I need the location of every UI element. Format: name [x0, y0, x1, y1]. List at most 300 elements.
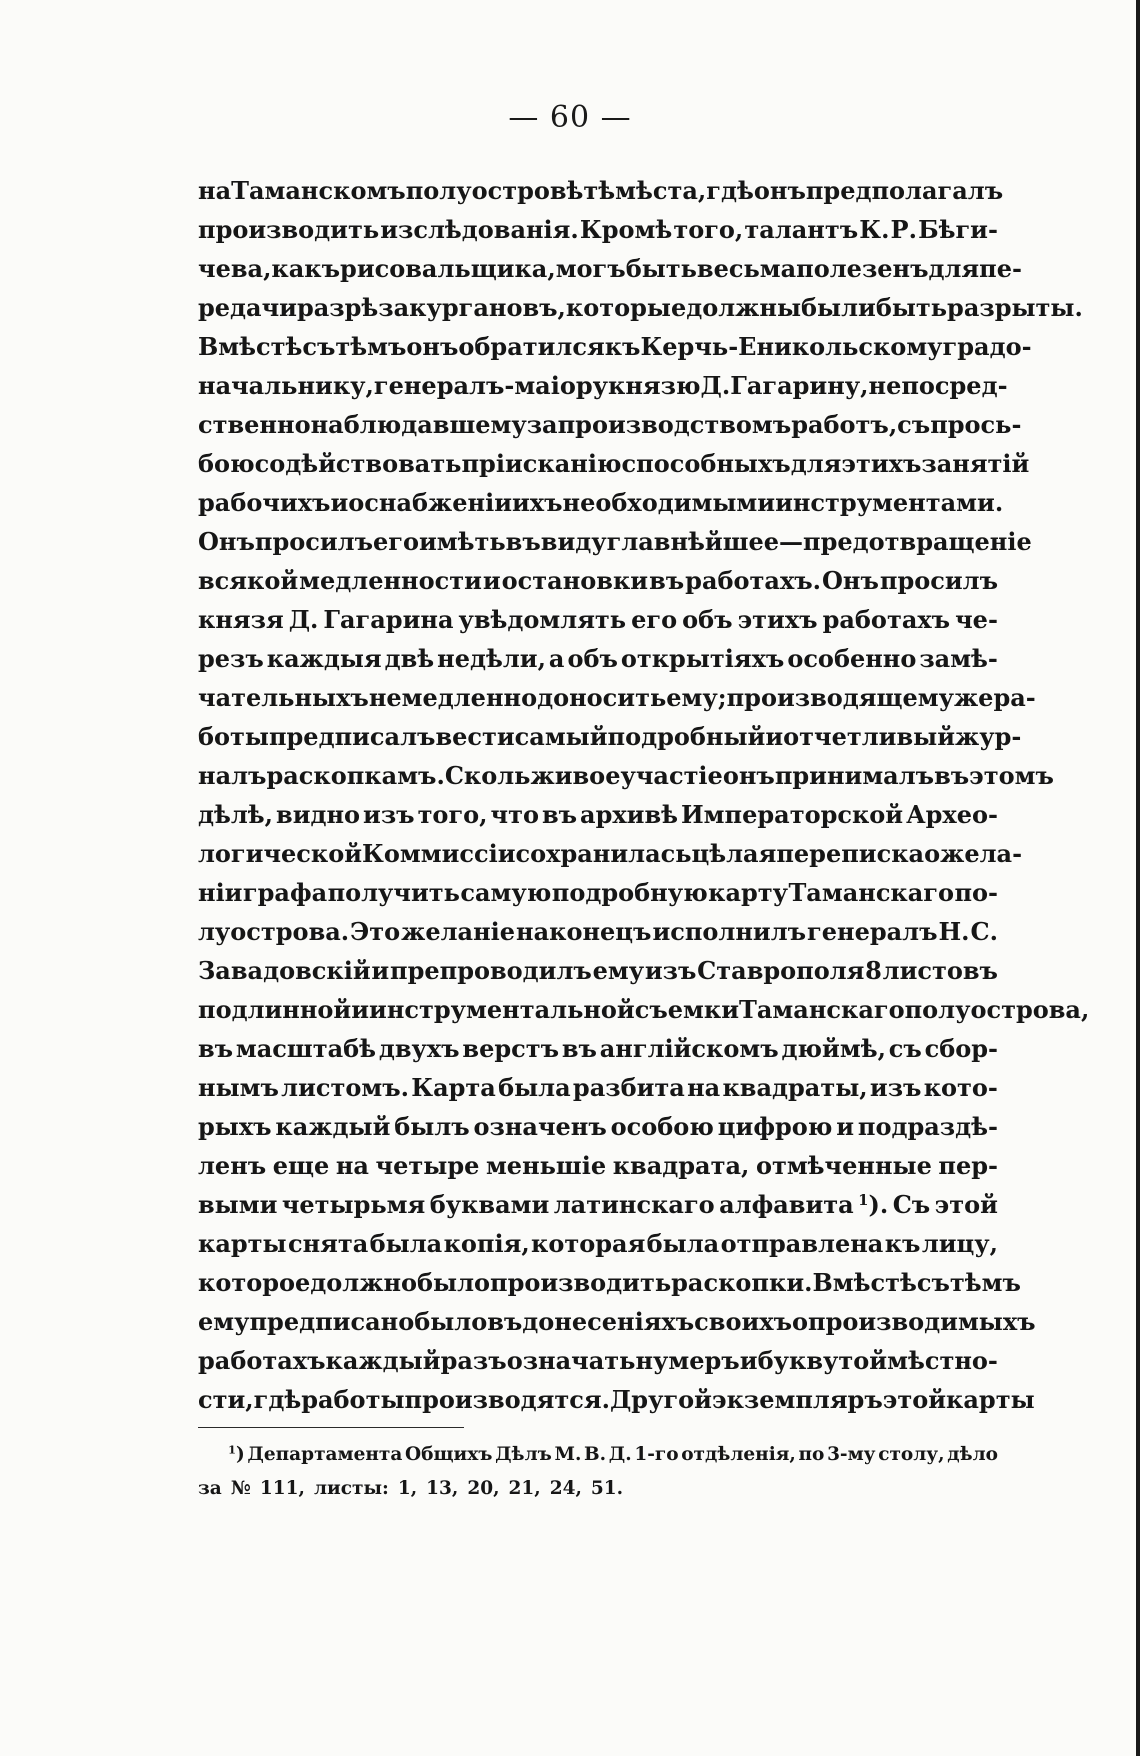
text-line-word: съ [897, 410, 931, 439]
text-line-word: того, [417, 800, 488, 829]
footnote-rule [198, 1427, 464, 1428]
text-line-word: сти, [198, 1385, 254, 1414]
text-line [198, 873, 998, 912]
text-line-word: могъ [555, 254, 626, 283]
text-line-word: производящему [726, 683, 954, 712]
text-line-word: замѣ- [919, 644, 998, 673]
text-line-word: полуостровѣ [405, 176, 584, 205]
text-line-word: и [482, 566, 501, 595]
text-line-word: производятся. [404, 1385, 610, 1414]
text-line [198, 600, 998, 639]
text-line-word: Кромѣ [579, 215, 673, 244]
text-line-word: инструментальной [369, 995, 635, 1024]
text-line [198, 1068, 998, 1107]
text-line [198, 1185, 998, 1224]
text-line-word: за [526, 410, 558, 439]
text-line-word: че- [955, 605, 998, 634]
text-line [198, 756, 1054, 795]
text-line [198, 444, 1030, 483]
text-line-word: особою [610, 1112, 714, 1141]
footnote-line-1 [198, 1438, 998, 1472]
text-line-word: переписка [776, 839, 925, 868]
text-line-word: которые [565, 293, 687, 322]
text-line-word: ему [198, 1307, 250, 1336]
text-line-word: латинскаго [553, 1190, 715, 1219]
text-line-word: двухъ [378, 1034, 460, 1063]
text-line-word: открытіяхъ [620, 644, 785, 673]
text-line-word: рисовальщика, [340, 254, 556, 283]
text-line-word: бою [198, 449, 255, 478]
text-line-word: подробный [607, 722, 766, 751]
text-line-word: дюймѣ, [781, 1034, 886, 1063]
text-line-word: тѣмъ [335, 332, 407, 361]
footnote [198, 1438, 998, 1506]
text-line-word: Сколь [444, 761, 531, 790]
text-line-word: производствомъ [557, 410, 792, 439]
text-line-word: листомъ. [281, 1073, 409, 1102]
text-line-word: этихъ [737, 605, 818, 634]
text-line-word: князю [607, 371, 701, 400]
text-line-word: исполнилъ [652, 917, 807, 946]
text-line-word: Вмѣстѣ [812, 1268, 917, 1297]
page-number: — 60 — [508, 100, 632, 135]
text-line-word: разбита [572, 1073, 685, 1102]
footnote-word: В. [584, 1444, 607, 1465]
text-line-word: $^1$). [858, 1190, 889, 1219]
text-line-word: онъ [406, 332, 459, 361]
text-line-word: содѣйствовать [254, 449, 462, 478]
text-line-word: раскопки. [671, 1268, 813, 1297]
text-line-word: его [631, 605, 678, 634]
text-line-word: способныхъ [621, 449, 791, 478]
text-line-word: снабженіи [364, 488, 512, 517]
text-line-word: производимыхъ [808, 1307, 1036, 1336]
text-line-word: прось- [930, 410, 1022, 439]
text-line-word: дѣлѣ, [198, 800, 274, 829]
text-line-word: Бѣги- [918, 215, 998, 244]
text-line [198, 1107, 998, 1146]
text-line-word: Карта [411, 1073, 496, 1102]
text-line-word: были [801, 293, 876, 322]
text-line [198, 795, 998, 834]
text-line-word: была [646, 1229, 720, 1258]
text-line-word: какъ [271, 254, 341, 283]
text-line-word: луострова. [198, 917, 350, 946]
text-line [198, 405, 1022, 444]
text-line-word: работахъ [198, 1346, 326, 1375]
text-line-word: Таманскаго [739, 995, 905, 1024]
footnote-word: Общихъ [405, 1444, 493, 1465]
text-line [198, 990, 1090, 1029]
text-line-word: Н. [938, 917, 970, 946]
footnote-word: листы: [313, 1478, 389, 1499]
text-line-word: подробную [551, 878, 708, 907]
text-line-word: карту [708, 878, 789, 907]
footnote-word: 3-му [827, 1444, 876, 1465]
text-line-word: и [836, 1112, 855, 1141]
text-line-word: разъ [440, 1346, 507, 1375]
text-line-word: донесеніяхъ [522, 1307, 695, 1336]
text-line-word: Завадовскій [198, 956, 371, 985]
text-line-word: С. [970, 917, 998, 946]
footnote-word: 20, [467, 1478, 500, 1499]
text-line-word: ственно [198, 410, 311, 439]
text-line [198, 249, 1022, 288]
text-line [198, 1380, 1035, 1419]
text-line-word: производить [490, 1268, 672, 1297]
footnote-word: за [198, 1478, 222, 1499]
text-line [198, 561, 998, 600]
text-line-word: отмѣченные [755, 1151, 932, 1180]
text-line-word: должны [686, 293, 802, 322]
text-line-word: меньшіе [485, 1151, 607, 1180]
text-line-word: просилъ [254, 527, 373, 556]
text-line-word: самый [514, 722, 608, 751]
text-line-word: съ [916, 1268, 950, 1297]
text-line-word: подраздѣ- [857, 1112, 998, 1141]
text-line-word: было [417, 1268, 491, 1297]
text-line [198, 834, 1023, 873]
text-line-word: въ [198, 1034, 234, 1063]
text-line-word: на [335, 1151, 369, 1180]
text-line-word: было [414, 1307, 488, 1336]
text-line-word: Таманскомъ [231, 176, 406, 205]
text-line-word: выми [198, 1190, 278, 1219]
text-line-word: масштабѣ [235, 1034, 377, 1063]
text-line-word: желаніе [401, 917, 516, 946]
text-line-word: должно [310, 1268, 418, 1297]
text-line-word: изъ [869, 1073, 922, 1102]
text-line-word: букву [757, 1346, 839, 1375]
text-line-word: занятій [921, 449, 1030, 478]
text-line-word: обратился [458, 332, 605, 361]
text-line-word: полуострова, [904, 995, 1090, 1024]
text-line-word: гдѣ [253, 1385, 302, 1414]
text-line-word: быть [625, 254, 697, 283]
text-line [198, 327, 1032, 366]
text-line-word: необходимыми [562, 488, 776, 517]
text-line-word: той [838, 1346, 888, 1375]
text-line-word: на [198, 176, 232, 205]
text-line-word: жур- [955, 722, 1022, 751]
text-line [198, 288, 1083, 327]
text-line-word: сохранилась [515, 839, 692, 868]
text-line-word: каждый [325, 1346, 441, 1375]
text-line [198, 1302, 1036, 1341]
text-line-word: на [687, 1073, 721, 1102]
text-line-word: и [330, 488, 349, 517]
text-line-word: Другой [609, 1385, 712, 1414]
footnote-word: по [798, 1444, 825, 1465]
footnote-word: Дѣлъ [495, 1444, 552, 1465]
text-line-word: алфавита [719, 1190, 854, 1219]
text-line-word: нымъ [198, 1073, 279, 1102]
text-line-word: нумеръ [635, 1346, 740, 1375]
text-line-word: имѣть [418, 527, 506, 556]
text-line-word: чева, [198, 254, 272, 283]
text-line-word: графа [242, 878, 328, 907]
text-line-word: Коммиссіи [362, 839, 516, 868]
text-line-word: Р. [890, 215, 917, 244]
text-line-word: двѣ [384, 644, 435, 673]
text-line [198, 678, 1036, 717]
text-line [198, 1029, 998, 1068]
text-line-word: Гагарина [323, 605, 454, 634]
text-line-word: же [953, 683, 994, 712]
text-line-word: сбор- [924, 1034, 998, 1063]
text-line [198, 366, 1008, 405]
text-line-word: мѣстно- [887, 1346, 998, 1375]
footnote-word: М. [554, 1444, 582, 1465]
text-line-word: и [765, 722, 784, 751]
text-line-word: Ставрополя [697, 956, 865, 985]
text-line-word: недѣли, [437, 644, 546, 673]
text-line-word: Архео- [906, 800, 998, 829]
text-line-word: препроводилъ [390, 956, 592, 985]
text-line-word: живое [530, 761, 621, 790]
text-line-word: Д. [700, 371, 731, 400]
text-line-word: предписалъ [268, 722, 436, 751]
text-line-word: въ [541, 800, 578, 829]
text-line-word: архивѣ [580, 800, 679, 829]
text-line-word: чательныхъ [198, 683, 369, 712]
text-line-word: рыхъ [198, 1112, 272, 1141]
text-line-word: была [369, 1229, 443, 1258]
text-line-word: ему [592, 956, 645, 985]
footnote-word: № [230, 1478, 251, 1499]
text-line-word: 8 [865, 956, 882, 985]
text-line-word: получить [327, 878, 460, 907]
text-line [198, 951, 998, 990]
footnote-word: 13, [426, 1478, 459, 1499]
text-line-word: лицу, [921, 1229, 998, 1258]
text-line-word: изъ [363, 800, 415, 829]
footnote-word: Департамента [247, 1444, 403, 1465]
text-line-word: пе- [979, 254, 1022, 283]
text-line-word: генералъ-маіору [373, 371, 608, 400]
text-line-word: работахъ. [685, 566, 822, 595]
text-line-word: въ [505, 527, 541, 556]
text-line-word: въ [934, 761, 970, 790]
text-line-word: Вмѣстѣ [198, 332, 303, 361]
text-line-word: непосред- [868, 371, 1008, 400]
text-line-word: о [924, 839, 941, 868]
text-line-word: съемки [634, 995, 740, 1024]
text-line-word: полезенъ [796, 254, 929, 283]
text-line-word: предполагалъ [805, 176, 1004, 205]
text-line-word: съ [888, 1034, 922, 1063]
text-line-word: ра- [993, 683, 1036, 712]
text-line [198, 717, 1022, 756]
footnote-word: 1-го [634, 1444, 679, 1465]
text-line-word: князя [198, 605, 284, 634]
footnote-word: 21, [508, 1478, 541, 1499]
footnote-marker: $^1$) [228, 1442, 245, 1465]
text-line [198, 1263, 1021, 1302]
text-line-word: видно [276, 800, 361, 829]
footnote-word: 24, [549, 1478, 582, 1499]
text-line-word: Онъ [822, 566, 879, 595]
text-line-word: карты [198, 1229, 287, 1258]
text-line-word: ему; [666, 683, 727, 712]
text-line-word: гдѣ [706, 176, 754, 205]
text-line-word: виду [540, 527, 607, 556]
footnote-word: отдѣленія, [681, 1444, 796, 1465]
text-line-word: логической [198, 839, 363, 868]
text-line [198, 210, 998, 249]
text-line-word: этихъ [841, 449, 922, 478]
text-line-word: предписано [249, 1307, 415, 1336]
text-line-word: главнѣйшее—предотвращеніе [606, 527, 1032, 556]
text-line-word: того, [673, 215, 744, 244]
text-line-word: англійскомъ [599, 1034, 779, 1063]
footnote-word: Д. [608, 1444, 632, 1465]
text-line-word: о [348, 488, 365, 517]
text-line-word: по- [954, 878, 998, 907]
text-line-word: генералъ [807, 917, 938, 946]
text-line-word: была [498, 1073, 571, 1102]
text-line-word: резъ [198, 644, 264, 673]
text-line-word: Это [350, 917, 401, 946]
text-line-word: изъ [644, 956, 697, 985]
text-line-word: отправлена [720, 1229, 884, 1258]
body-text [198, 171, 1090, 1419]
text-line-word: листовъ [882, 956, 998, 985]
text-line-word: и [739, 1346, 758, 1375]
text-line-word: объ [682, 605, 733, 634]
footnote-word: 51. [590, 1478, 624, 1499]
text-line-word: которая [531, 1229, 646, 1258]
text-line-word: кургановъ, [409, 293, 566, 322]
footnote-line-2 [198, 1472, 998, 1506]
text-line-word: рабочихъ [198, 488, 331, 517]
text-line-word: буквами [429, 1190, 550, 1219]
text-line-word: разрѣза [296, 293, 410, 322]
text-line-word: Императорской [681, 800, 904, 829]
text-line-word: остановки [501, 566, 649, 595]
text-line-word: ніи [198, 878, 243, 907]
text-line-word: и [371, 956, 390, 985]
footnote-word: столу, [878, 1444, 945, 1465]
text-line-word: наконецъ [516, 917, 652, 946]
text-line-word: цѣлая [691, 839, 777, 868]
text-line-word: вести [435, 722, 515, 751]
text-line-word: означать [506, 1346, 636, 1375]
text-line-word: снята [287, 1229, 369, 1258]
text-line-word: и [351, 995, 370, 1024]
text-line-word: его [373, 527, 419, 556]
page-edge-shadow [1136, 0, 1140, 1756]
text-line-word: экземпляръ [711, 1385, 883, 1414]
text-line-word: которое [198, 1268, 311, 1297]
text-line-word: былъ [394, 1112, 470, 1141]
text-line-word: каждыя [266, 644, 382, 673]
text-line-word: самую [460, 878, 552, 907]
text-line-word: еще [272, 1151, 330, 1180]
text-line-word: карты [946, 1385, 1035, 1414]
text-line-word: верстъ [462, 1034, 560, 1063]
text-line-word: Керчь-Еникольскому [640, 332, 943, 361]
text-line-word: налъ [198, 761, 267, 790]
text-line [198, 639, 998, 678]
text-line-word: особенно [787, 644, 917, 673]
text-line [198, 1224, 998, 1263]
text-line-word: квадрата, [612, 1151, 750, 1180]
text-line-word: редачи [198, 293, 297, 322]
text-line-word: градо- [942, 332, 1032, 361]
text-line-word: разрыты. [947, 293, 1083, 322]
text-line-word: медленности [299, 566, 482, 595]
text-line-word: отчетливый [783, 722, 955, 751]
text-line-word: Съ [892, 1190, 931, 1219]
text-line-word: онъ [722, 761, 775, 790]
text-line-word: участіе [620, 761, 723, 790]
text-line [198, 1341, 998, 1380]
text-line-word: раскопкамъ. [266, 761, 445, 790]
text-line-word: изслѣдованія. [380, 215, 579, 244]
text-line-word: каждый [275, 1112, 391, 1141]
text-line-word: подлинной [198, 995, 352, 1024]
text-line-word: Онъ [198, 527, 255, 556]
text-line-word: цифрою [717, 1112, 833, 1141]
text-line-word: боты [198, 722, 269, 751]
text-line-word: для [928, 254, 980, 283]
text-line-word: въ [561, 1034, 597, 1063]
text-line [198, 522, 1032, 561]
text-line [198, 483, 1004, 522]
text-line-word: всякой [198, 566, 299, 595]
text-line [198, 171, 1004, 210]
text-line-word: принималъ [774, 761, 935, 790]
text-line-word: наблюдавшему [310, 410, 527, 439]
text-line-word: Таманскаго [788, 878, 955, 907]
text-line-word: о [791, 1307, 808, 1336]
text-line-word: талантъ [744, 215, 859, 244]
text-line-word: пріисканію [461, 449, 622, 478]
text-line-word: своихъ [694, 1307, 792, 1336]
footnote-word: дѣло [947, 1444, 998, 1465]
footnote-word: 111, [259, 1478, 305, 1499]
text-line-word: работы [301, 1385, 405, 1414]
text-line-word: тѣ [583, 176, 616, 205]
text-line-word: квадраты, [722, 1073, 868, 1102]
text-line-word: объ [567, 644, 618, 673]
text-line-word: быть [875, 293, 948, 322]
text-line-word: въ [649, 566, 685, 595]
text-line-word: весьма [696, 254, 797, 283]
text-line-word: жела- [940, 839, 1023, 868]
text-line-word: ленъ [198, 1151, 267, 1180]
text-line-word: въ [487, 1307, 523, 1336]
text-line-word: К. [859, 215, 890, 244]
text-line [198, 1146, 998, 1185]
text-line-word: тѣмъ [949, 1268, 1021, 1297]
text-line-word: инструментами. [775, 488, 1004, 517]
text-line-word: ихъ [512, 488, 563, 517]
text-line-word: пер- [938, 1151, 998, 1180]
text-line-word: работъ, [791, 410, 898, 439]
text-line-word: просилъ [879, 566, 998, 595]
text-line-word: этой [934, 1190, 998, 1219]
text-line-word: четырьмя [281, 1190, 426, 1219]
text-line-word: этомъ [969, 761, 1054, 790]
text-line-word: кото- [923, 1073, 998, 1102]
text-line-word: увѣдомлять [458, 605, 627, 634]
text-line-word: мѣста, [615, 176, 707, 205]
text-line-word: копія, [443, 1229, 530, 1258]
text-line-word: что [490, 800, 539, 829]
text-line-word: къ [884, 1229, 921, 1258]
